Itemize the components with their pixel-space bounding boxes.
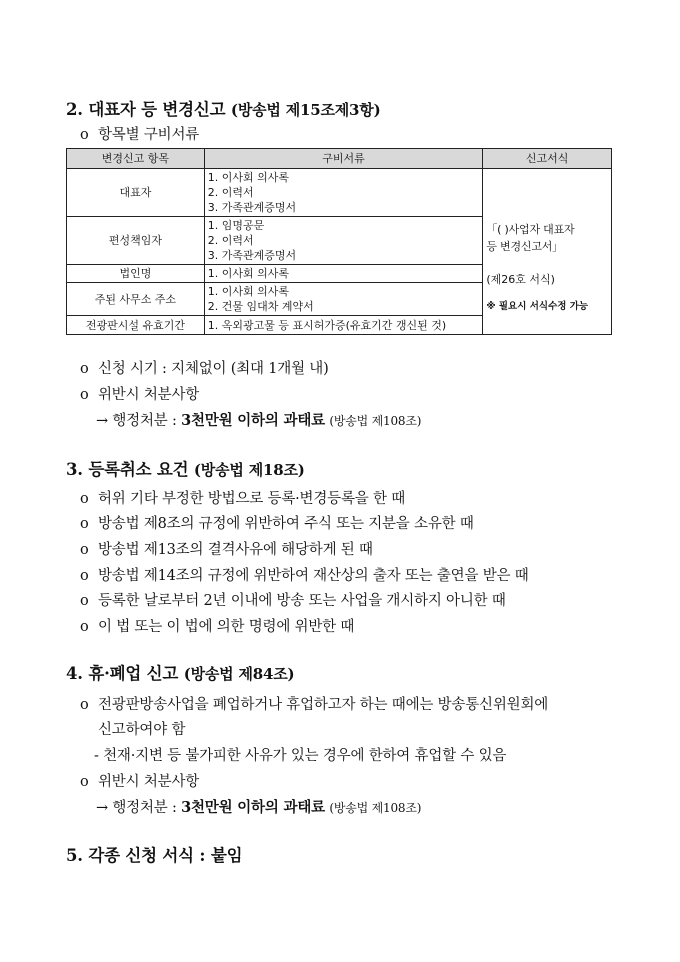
bullet-marker: o <box>80 619 89 635</box>
col-header-item: 변경신고 항목 <box>67 149 205 169</box>
item-text: 위반시 처분사항 <box>98 774 200 790</box>
doc-item: 3. 가족관계증명서 <box>207 201 297 214</box>
section-4-item <box>80 693 548 714</box>
row-item: 법인명 <box>67 265 205 283</box>
penalty-bold: 3천만원 이하의 과태료 <box>181 799 325 816</box>
section-4-title: 4. 휴·폐업 신고 <box>66 664 179 683</box>
doc-item: 1. 이사회 의사록 <box>207 267 290 280</box>
doc-item: 1. 이사회 의사록 <box>207 171 290 184</box>
section-3-item <box>80 538 373 559</box>
item-text: 신청 시기 : 지체없이 (최대 1개월 내) <box>98 361 329 377</box>
bullet-marker: o <box>80 697 89 713</box>
section-5-title: 5. 각종 신청 서식 : 붙임 <box>66 846 243 865</box>
penalty-bold: 3천만원 이하의 과태료 <box>181 412 325 429</box>
doc-item: 1. 임명공문 <box>207 219 265 232</box>
bullet-marker: o <box>80 774 89 790</box>
item-text: 허위 기타 부정한 방법으로 등록·변경등록을 한 때 <box>98 491 406 507</box>
row-item: 전광판시설 유효기간 <box>67 316 205 335</box>
bullet-marker: o <box>80 542 89 558</box>
penalty-prefix: → 행정처분 : <box>96 800 182 816</box>
section-5-heading <box>66 842 242 866</box>
bullet-marker: o <box>80 491 89 507</box>
form-note: ※ 필요시 서식수정 가능 <box>486 300 589 312</box>
item-text: 방송법 제14조의 규정에 위반하여 재산상의 출자 또는 출연을 받은 때 <box>98 568 529 584</box>
table-row <box>67 169 612 217</box>
row-docs <box>204 283 483 316</box>
doc-item: 2. 건물 임대차 계약서 <box>207 300 314 313</box>
item-text: 위반시 처분사항 <box>98 387 200 403</box>
doc-item: 3. 가족관계증명서 <box>207 249 297 262</box>
item-text: 방송법 제13조의 결격사유에 해당하게 된 때 <box>98 542 373 558</box>
section-3-ref: (방송법 제18조) <box>193 461 305 479</box>
section-3-item <box>80 487 405 508</box>
section-2-item <box>80 383 199 404</box>
col-header-docs: 구비서류 <box>204 149 483 169</box>
bullet-marker: o <box>80 361 89 377</box>
row-item: 주된 사무소 주소 <box>67 283 205 316</box>
row-docs <box>204 265 483 283</box>
bullet-marker: o <box>80 387 89 403</box>
section-2-title: 2. 대표자 등 변경신고 <box>66 100 226 119</box>
section-4-note <box>94 744 506 765</box>
penalty-ref: (방송법 제108조) <box>329 801 422 815</box>
form-cell <box>483 169 612 335</box>
doc-item: 2. 이력서 <box>207 234 254 247</box>
section-3-item <box>80 512 474 533</box>
section-3-item <box>80 589 506 610</box>
section-2-item <box>80 357 329 378</box>
bullet-marker: o <box>80 568 89 584</box>
col-header-form: 신고서식 <box>483 149 612 169</box>
bullet-marker: o <box>80 516 89 532</box>
form-name-line-1: 「( )사업자 대표자 <box>486 222 575 236</box>
item-text: 신고하여야 함 <box>98 722 186 738</box>
doc-item: 2. 이력서 <box>207 186 254 199</box>
section-3-item <box>80 615 354 636</box>
note-text: - 천재·지변 등 불가피한 사유가 있는 경우에 한하여 휴업할 수 있음 <box>94 748 507 764</box>
item-text: 이 법 또는 이 법에 의한 명령에 위반한 때 <box>98 619 355 635</box>
form-number: (제26호 서식) <box>486 272 555 286</box>
section-4-ref: (방송법 제84조) <box>183 665 295 683</box>
form-name-line-2: 등 변경신고서」 <box>486 239 563 253</box>
penalty-ref: (방송법 제108조) <box>329 414 422 428</box>
section-2-subheading <box>80 123 199 144</box>
bullet-marker: o <box>80 593 89 609</box>
section-2-heading <box>66 96 380 120</box>
bullet-marker: o <box>80 127 89 143</box>
section-4-item <box>80 770 199 791</box>
row-item: 대표자 <box>67 169 205 217</box>
subheading-text: 항목별 구비서류 <box>98 127 200 143</box>
table-header-row <box>67 149 612 169</box>
section-2-penalty <box>96 409 421 430</box>
required-documents-table <box>66 148 612 335</box>
item-text: 방송법 제8조의 규정에 위반하여 주식 또는 지분을 소유한 때 <box>98 516 474 532</box>
row-docs <box>204 169 483 217</box>
row-item: 편성책임자 <box>67 217 205 265</box>
section-4-item-continued <box>98 718 185 739</box>
form-name <box>486 221 608 255</box>
doc-item: 1. 이사회 의사록 <box>207 285 290 298</box>
penalty-prefix: → 행정처분 : <box>96 413 182 429</box>
section-3-heading <box>66 456 305 480</box>
row-docs <box>204 316 483 335</box>
doc-item: 1. 옥외광고물 등 표시허가증(유효기간 갱신된 것) <box>207 318 447 332</box>
item-text: 전광판방송사업을 폐업하거나 휴업하고자 하는 때에는 방송통신위원회에 <box>98 697 549 713</box>
section-4-penalty <box>96 796 421 817</box>
item-text: 등록한 날로부터 2년 이내에 방송 또는 사업을 개시하지 아니한 때 <box>98 593 506 609</box>
section-2-ref: (방송법 제15조제3항) <box>230 101 381 119</box>
row-docs <box>204 217 483 265</box>
section-3-title: 3. 등록취소 요건 <box>66 460 189 479</box>
section-3-item <box>80 564 529 585</box>
section-4-heading <box>66 660 294 684</box>
